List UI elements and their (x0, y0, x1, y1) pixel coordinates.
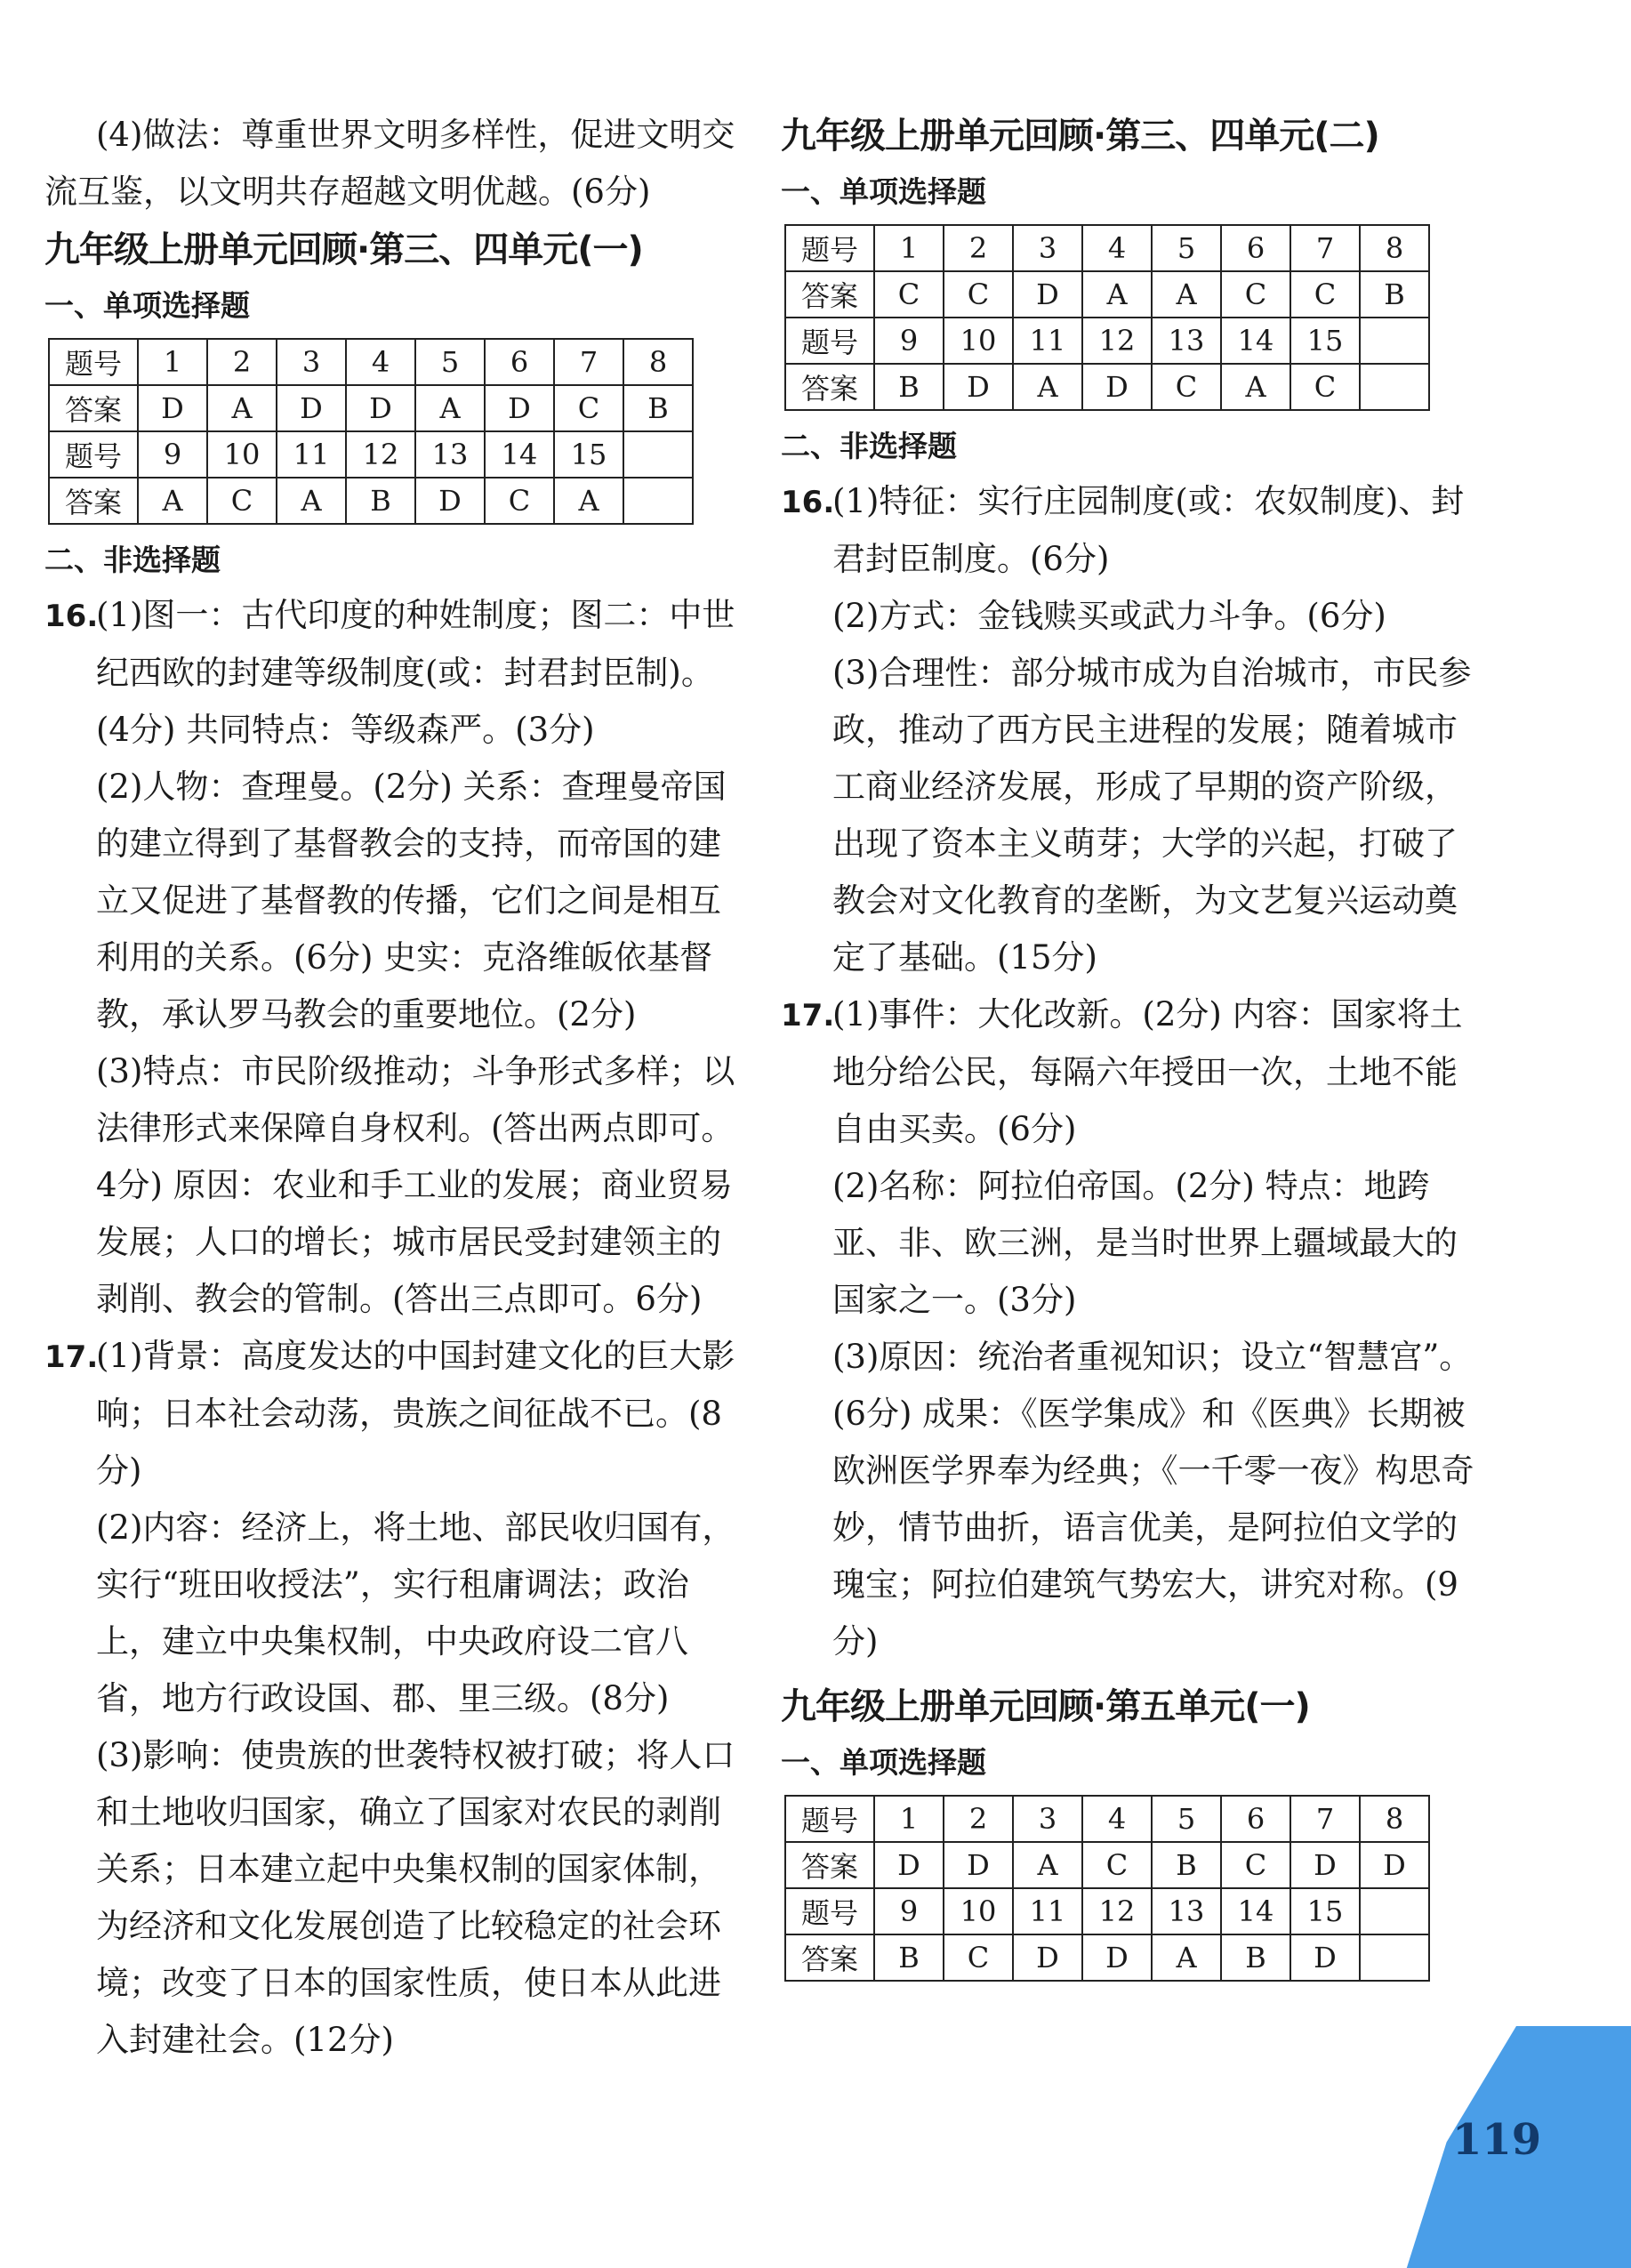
answer-cell: D (944, 1842, 1013, 1888)
answer-cell: C (1152, 364, 1221, 410)
answer-cell: A (1152, 1934, 1221, 1981)
answer-text: (1)特征：实行庄园制度(或：农奴制度)、封君封臣制度。(6分) (832, 482, 1465, 578)
answer-text: (1)背景：高度发达的中国封建文化的巨大影响；日本社会动荡，贵族之间征战不已。(8分) (96, 1337, 735, 1490)
header-cell: 题号 (785, 318, 874, 364)
num-cell: 15 (1290, 1888, 1360, 1934)
answer-paragraph (781, 473, 1474, 588)
answer-paragraph (44, 1328, 738, 1500)
answer-cell: D (415, 478, 485, 524)
left-column (44, 107, 738, 2069)
num-cell: 14 (1221, 318, 1290, 364)
num-cell: 4 (1082, 225, 1152, 271)
num-cell: 6 (485, 339, 554, 385)
answer-cell: D (1360, 1842, 1429, 1888)
num-cell: 7 (554, 339, 623, 385)
answer-cell: B (874, 364, 944, 410)
answer-cell (1360, 1934, 1429, 1981)
num-cell: 8 (1360, 1796, 1429, 1842)
answer-cell: B (1152, 1842, 1221, 1888)
num-cell: 9 (874, 318, 944, 364)
header-cell: 答案 (785, 364, 874, 410)
answer-cell (1360, 364, 1429, 410)
answer-cell: A (415, 385, 485, 431)
answer-paragraph: (3)特点：市民阶级推动；斗争形式多样；以法律形式来保障自身权利。(答出两点即可。4分) 原因：农业和手工业的发展；商业贸易发展；人口的增长；城市居民受封建领主的剥削、教会的管制。(答出三点即可。6分) (96, 1052, 735, 1318)
answer-cell: C (1221, 271, 1290, 318)
num-cell: 11 (277, 431, 346, 478)
num-cell: 3 (1013, 1796, 1082, 1842)
num-cell (1360, 318, 1429, 364)
answer-cell: A (1082, 271, 1152, 318)
num-cell: 3 (1013, 225, 1082, 271)
answer-table (784, 1795, 1430, 1982)
answer-cell: B (1360, 271, 1429, 318)
num-cell: 4 (1082, 1796, 1152, 1842)
num-cell: 2 (207, 339, 277, 385)
right-column (781, 107, 1474, 1991)
header-cell: 题号 (785, 225, 874, 271)
answer-cell: D (1013, 1934, 1082, 1981)
num-cell: 13 (1152, 318, 1221, 364)
subsection-heading: 一、单项选择题 (781, 174, 986, 209)
num-cell: 2 (944, 1796, 1013, 1842)
question-number: 16. (44, 599, 99, 634)
answer-paragraph: (2)名称：阿拉伯帝国。(2分) 特点：地跨亚、非、欧三洲，是当时世界上疆域最大的国家之一。(3分) (832, 1167, 1458, 1319)
answer-paragraph: (2)方式：金钱赎买或武力斗争。(6分) (832, 597, 1386, 635)
answer-cell: A (277, 478, 346, 524)
num-cell: 13 (415, 431, 485, 478)
answer-paragraph: (3)合理性：部分城市成为自治城市，市民参政，推动了西方民主进程的发展；随着城市工商业经济发展，形成了早期的资产阶级，出现了资本主义萌芽；大学的兴起，打破了教会对文化教育的垄断，为文艺复兴运动奠定了基础。(15分) (832, 654, 1472, 977)
num-cell: 6 (1221, 1796, 1290, 1842)
num-cell: 10 (944, 318, 1013, 364)
question-number: 17. (44, 1339, 99, 1375)
table-row (785, 1842, 1429, 1888)
answer-cell: A (554, 478, 623, 524)
header-cell: 题号 (49, 339, 138, 385)
answer-cell: C (485, 478, 554, 524)
answer-cell: D (277, 385, 346, 431)
num-cell: 9 (874, 1888, 944, 1934)
num-cell: 12 (1082, 318, 1152, 364)
answer-cell: D (1290, 1842, 1360, 1888)
table-row (785, 1796, 1429, 1842)
answer-cell: A (138, 478, 207, 524)
answer-cell: A (1221, 364, 1290, 410)
answer-cell: D (485, 385, 554, 431)
answer-cell: C (874, 271, 944, 318)
num-cell (1360, 1888, 1429, 1934)
table-row (49, 385, 693, 431)
header-cell: 答案 (49, 478, 138, 524)
answer-cell: C (1221, 1842, 1290, 1888)
num-cell: 6 (1221, 225, 1290, 271)
num-cell: 3 (277, 339, 346, 385)
answer-cell: A (1013, 364, 1082, 410)
subsection-heading: 二、非选择题 (781, 429, 957, 463)
answer-cell: B (1221, 1934, 1290, 1981)
answer-cell: D (346, 385, 415, 431)
intro-line: 流互鉴，以文明共存超越文明优越。(6分) (44, 173, 651, 211)
question-number: 16. (781, 485, 835, 520)
num-cell: 14 (1221, 1888, 1290, 1934)
num-cell: 8 (1360, 225, 1429, 271)
answer-paragraph: (3)原因：统治者重视知识；设立“智慧宫”。(6分) 成果：《医学集成》和《医典》长期被欧洲医学界奉为经典；《一千零一夜》构思奇妙，情节曲折，语言优美，是阿拉伯文学的瑰宝；阿拉伯建筑气势宏大，讲究对称。(9分) (832, 1338, 1474, 1661)
subsection-heading: 一、单项选择题 (44, 288, 250, 323)
answer-cell: C (207, 478, 277, 524)
answer-table (784, 224, 1430, 411)
num-cell: 1 (874, 225, 944, 271)
num-cell: 15 (554, 431, 623, 478)
answer-paragraph: (3)影响：使贵族的世袭特权被打破；将人口和土地收归国家，确立了国家对农民的剥削关系；日本建立起中央集权制的国家体制，为经济和文化发展创造了比较稳定的社会环境；改变了日本的国家性质，使日本从此进入封建社会。(12分) (96, 1736, 735, 2059)
answer-cell: B (874, 1934, 944, 1981)
section-title: 九年级上册单元回顾·第五单元(一) (781, 1686, 1310, 1727)
num-cell: 12 (1082, 1888, 1152, 1934)
intro-line: (4)做法：尊重世界文明多样性，促进文明交 (96, 116, 735, 154)
answer-cell: C (554, 385, 623, 431)
page-number: 119 (1452, 2115, 1542, 2165)
section-title: 九年级上册单元回顾·第三、四单元(一) (44, 229, 643, 270)
num-cell: 5 (1152, 1796, 1221, 1842)
table-row (785, 225, 1429, 271)
num-cell: 5 (1152, 225, 1221, 271)
header-cell: 答案 (785, 271, 874, 318)
answer-cell: D (1013, 271, 1082, 318)
subsection-heading: 二、非选择题 (44, 543, 221, 577)
answer-cell: B (623, 385, 693, 431)
num-cell: 10 (944, 1888, 1013, 1934)
answer-cell: A (1013, 1842, 1082, 1888)
answer-cell: C (1290, 364, 1360, 410)
header-cell: 答案 (785, 1842, 874, 1888)
num-cell (623, 431, 693, 478)
answer-cell: A (1152, 271, 1221, 318)
table-row (49, 431, 693, 478)
num-cell: 7 (1290, 225, 1360, 271)
header-cell: 答案 (785, 1934, 874, 1981)
num-cell: 10 (207, 431, 277, 478)
num-cell: 11 (1013, 318, 1082, 364)
num-cell: 1 (138, 339, 207, 385)
answer-text: (1)图一：古代印度的种姓制度；图二：中世纪西欧的封建等级制度(或：封君封臣制)。(4分) 共同特点：等级森严。(3分) (96, 596, 735, 749)
header-cell: 答案 (49, 385, 138, 431)
answer-cell (623, 478, 693, 524)
subsection-heading: 一、单项选择题 (781, 1745, 986, 1780)
answer-cell: A (207, 385, 277, 431)
answer-cell: D (1290, 1934, 1360, 1981)
table-row (785, 1888, 1429, 1934)
table-row (49, 339, 693, 385)
num-cell: 2 (944, 225, 1013, 271)
answer-paragraph (781, 986, 1474, 1158)
table-row (785, 318, 1429, 364)
num-cell: 7 (1290, 1796, 1360, 1842)
answer-cell: B (346, 478, 415, 524)
num-cell: 9 (138, 431, 207, 478)
num-cell: 8 (623, 339, 693, 385)
table-row (785, 271, 1429, 318)
table-row (785, 364, 1429, 410)
answer-text: (1)事件：大化改新。(2分) 内容：国家将土地分给公民，每隔六年授田一次，土地不能自由买卖。(6分) (832, 995, 1463, 1148)
answer-cell: D (138, 385, 207, 431)
num-cell: 1 (874, 1796, 944, 1842)
section-title: 九年级上册单元回顾·第三、四单元(二) (781, 116, 1379, 157)
table-row (49, 478, 693, 524)
num-cell: 12 (346, 431, 415, 478)
answer-table (48, 338, 694, 525)
answer-cell: C (944, 271, 1013, 318)
answer-cell: C (1290, 271, 1360, 318)
table-row (785, 1934, 1429, 1981)
answer-cell: C (944, 1934, 1013, 1981)
answer-cell: D (1082, 364, 1152, 410)
header-cell: 题号 (785, 1796, 874, 1842)
answer-cell: C (1082, 1842, 1152, 1888)
num-cell: 13 (1152, 1888, 1221, 1934)
answer-paragraph: (2)内容：经济上，将土地、部民收归国有，实行“班田收授法”，实行租庸调法；政治上，建立中央集权制，中央政府设二官八省，地方行政设国、郡、里三级。(8分) (96, 1508, 735, 1717)
num-cell: 11 (1013, 1888, 1082, 1934)
num-cell: 14 (485, 431, 554, 478)
answer-cell: D (944, 364, 1013, 410)
answer-cell: D (1082, 1934, 1152, 1981)
answer-paragraph (44, 587, 738, 759)
answer-paragraph: (2)人物：查理曼。(2分) 关系：查理曼帝国的建立得到了基督教会的支持，而帝国的建立又促进了基督教的传播，它们之间是相互利用的关系。(6分) 史实：克洛维皈依基督教，承认罗马教会的重要地位。(2分) (96, 768, 727, 1033)
header-cell: 题号 (49, 431, 138, 478)
num-cell: 15 (1290, 318, 1360, 364)
question-number: 17. (781, 998, 835, 1033)
header-cell: 题号 (785, 1888, 874, 1934)
num-cell: 4 (346, 339, 415, 385)
answer-cell: D (874, 1842, 944, 1888)
num-cell: 5 (415, 339, 485, 385)
